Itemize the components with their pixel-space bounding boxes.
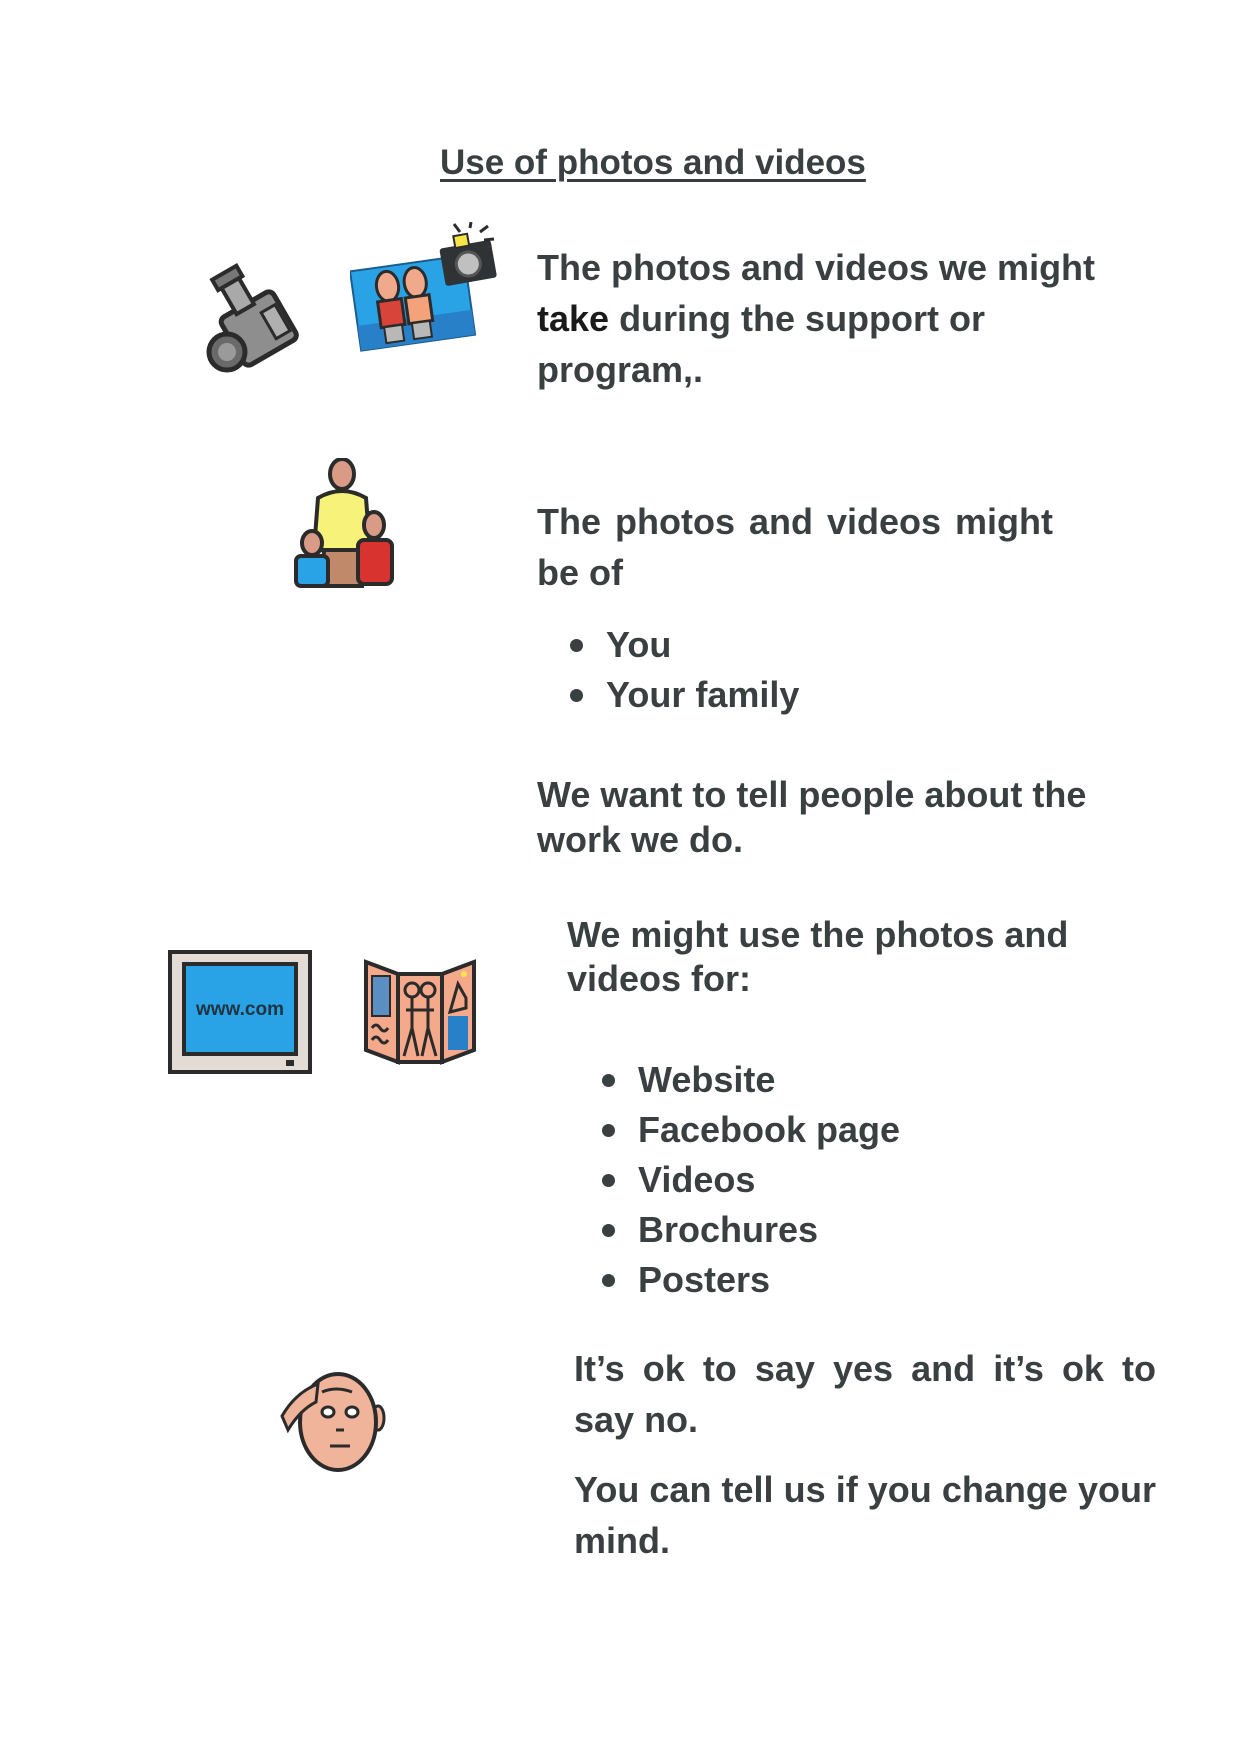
list-item: Website xyxy=(602,1055,900,1105)
bullet-icon xyxy=(602,1174,615,1187)
list-item: You xyxy=(570,620,799,670)
bullet-icon xyxy=(602,1274,615,1287)
page-title: Use of photos and videos xyxy=(440,143,866,182)
change-mind-paragraph: You can tell us if you change your mind. xyxy=(574,1469,1156,1561)
uses-list xyxy=(602,1055,900,1305)
list-item: Facebook page xyxy=(602,1105,900,1155)
video-camera-icon xyxy=(205,262,305,382)
thinking-face-icon xyxy=(278,1370,394,1476)
consent-paragraph: It’s ok to say yes and it’s ok to say no. xyxy=(574,1348,1156,1440)
list-item: Brochures xyxy=(602,1205,900,1255)
subjects-paragraph: The photos and videos might be of xyxy=(537,501,1053,593)
family-icon xyxy=(290,458,396,588)
intro-line-2 xyxy=(537,293,1157,344)
intro-emphasis-take: take xyxy=(537,298,610,339)
bullet-icon xyxy=(602,1224,615,1237)
bullet-icon xyxy=(570,639,583,652)
bullet-icon xyxy=(602,1074,615,1087)
subjects-list xyxy=(570,620,799,720)
intro-line-3: program,. xyxy=(537,349,704,390)
intro-line-2-rest: during the support or xyxy=(609,298,986,339)
bullet-icon xyxy=(570,689,583,702)
uses-paragraph: We might use the photos and videos for: xyxy=(567,914,1069,999)
brochure-icon xyxy=(362,958,478,1066)
list-item: Posters xyxy=(602,1255,900,1305)
screen-url-text: www.com xyxy=(196,999,284,1020)
purpose-paragraph: We want to tell people about the work we do. xyxy=(537,774,1087,860)
intro-paragraph xyxy=(537,242,1157,395)
intro-line-1: The photos and videos we might xyxy=(537,247,1096,288)
list-item: Videos xyxy=(602,1155,900,1205)
website-screen-icon xyxy=(168,950,312,1074)
bullet-icon xyxy=(602,1124,615,1137)
list-item: Your family xyxy=(570,670,799,720)
photo-camera-icon xyxy=(350,222,500,352)
